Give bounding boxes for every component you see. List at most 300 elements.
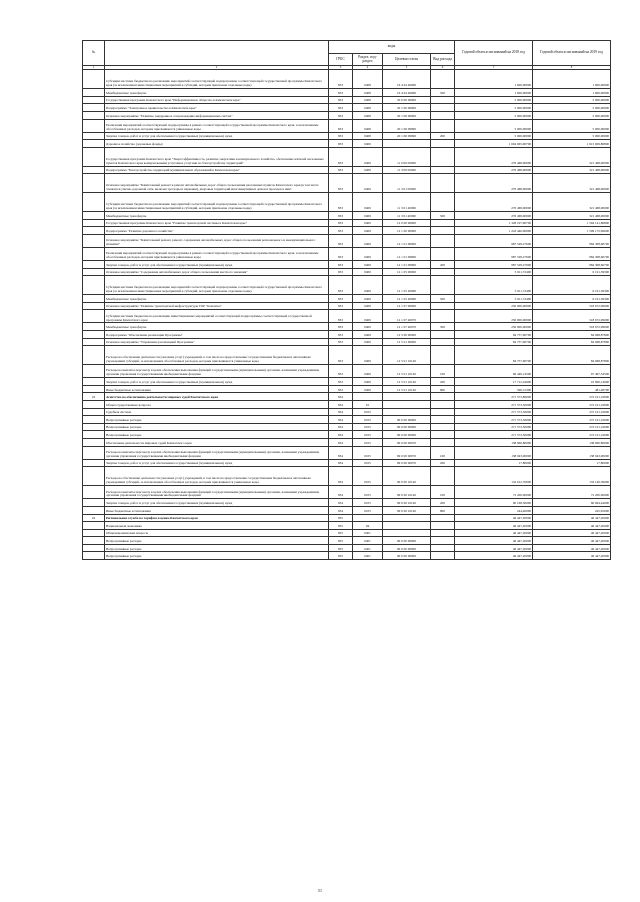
table-row	[83, 346, 611, 365]
row-name: Расходы на обеспечение деятельности (оказание услуг) учреждений, в том числе на предоставление государственным бюджетным и автономным учреждениям субсидий, за исключением обособленных расходов, которым присваиваются уникальные коды	[105, 467, 329, 486]
expense-type-code: 500	[431, 211, 455, 219]
section-code: 0409	[353, 276, 383, 295]
table-row	[83, 147, 611, 166]
expense-type-code	[431, 96, 455, 104]
header-name	[105, 41, 329, 66]
amount-2018: 46 447,20000	[455, 514, 533, 522]
row-name: Субсидии местным бюджетам на реализацию мероприятий соответствующей подпрограммы соответствующей государственной программы Камчатского края (за исключением инвестиционных мероприятий и субсидий, которым присвоены отдельные коды)	[105, 193, 329, 212]
amount-2018: 46 447,20000	[455, 529, 533, 537]
table-row	[83, 166, 611, 174]
target-article-code: 99 0 00 00070	[383, 438, 431, 446]
table-row	[83, 467, 611, 486]
row-number	[83, 174, 105, 193]
expense-type-code	[431, 140, 455, 148]
expense-type-code: 500	[431, 295, 455, 303]
expense-type-code	[431, 119, 455, 132]
section-code: 0409	[353, 166, 383, 174]
row-name: Общеэкономические вопросы	[105, 529, 329, 537]
section-code: 0105	[353, 416, 383, 424]
grbs-code: 833	[329, 295, 353, 303]
expense-type-code	[431, 70, 455, 89]
row-number	[83, 119, 105, 132]
grbs-code: 833	[329, 346, 353, 365]
grbs-code: 834	[329, 506, 353, 514]
section-code: 0408	[353, 119, 383, 132]
amount-2019: 984 308,60700	[533, 247, 611, 260]
section-code: 0409	[353, 295, 383, 303]
section-code: 0409	[353, 174, 383, 193]
expense-type-code	[431, 544, 455, 552]
amount-2019: 984 308,60700	[533, 261, 611, 269]
amount-2018: 1 600,00000	[455, 70, 533, 89]
table-row	[83, 247, 611, 260]
row-number	[83, 416, 105, 424]
target-article-code	[383, 401, 431, 409]
target-article-code: 99 0 00 10140	[383, 486, 431, 499]
grbs-code: 833	[329, 302, 353, 310]
amount-2018: 5 000,00000	[455, 119, 533, 132]
row-number	[83, 431, 105, 439]
row-number	[83, 70, 105, 89]
grbs-code: 833	[329, 166, 353, 174]
amount-2018: 271 573,86000	[455, 393, 533, 401]
section-code: 0409	[353, 385, 383, 393]
table-row	[83, 544, 611, 552]
row-number	[83, 132, 105, 140]
amount-2019: 272 101,19000	[533, 423, 611, 431]
target-article-code: 99 0 00 00000	[383, 423, 431, 431]
section-code	[353, 514, 383, 522]
row-name: Агентство по обеспечению деятельности мировых судей Камчатского края	[105, 393, 329, 401]
amount-2019: 1 594 141,86800	[533, 219, 611, 227]
row-name: Расходы на обеспечение деятельности (оказание услуг) учреждений, в том числе на предоставление государственным бюджетным и автономным учреждениям субсидий, за исключением обособленных расходов, которым присваиваются уникальные коды	[105, 346, 329, 365]
target-article-code: 12 5 01 10140	[383, 378, 431, 386]
grbs-code: 833	[329, 89, 353, 97]
target-article-code: 20 1 06 00000	[383, 111, 431, 119]
section-code: 0401	[353, 552, 383, 560]
target-article-code: 20 1 06 09990	[383, 119, 431, 132]
header-expense-type: Вид расхода	[431, 54, 455, 66]
table-row	[83, 276, 611, 295]
table-row	[83, 268, 611, 276]
amount-2019: 518 672,99000	[533, 323, 611, 331]
row-name: Основное мероприятие "Капитальный ремонт и ремонт автомобильных дорог общего пользования населенных пунктов Камчатского края (в том числе элементов улично-дорожной сети, включая тротуары и парковки), дворовых территорий многоквартирных домов и проездов к ним"	[105, 174, 329, 193]
amount-2018: 46 447,20000	[455, 537, 533, 545]
grbs-code: 833	[329, 96, 353, 104]
row-number	[83, 423, 105, 431]
table-row	[83, 227, 611, 235]
row-name: Национальная экономика	[105, 522, 329, 530]
row-number	[83, 537, 105, 545]
grbs-code: 833	[329, 323, 353, 331]
amount-2019: 84 968,87800	[533, 346, 611, 365]
section-code: 0408	[353, 132, 383, 140]
table-row	[83, 459, 611, 467]
grbs-code: 833	[329, 104, 353, 112]
table-row	[83, 438, 611, 446]
table-row	[83, 537, 611, 545]
row-number: 24	[83, 514, 105, 522]
section-code: 0401	[353, 544, 383, 552]
row-number	[83, 506, 105, 514]
amount-2019: 5 000,00000	[533, 119, 611, 132]
expense-type-code	[431, 331, 455, 339]
amount-2019: 84 968,87800	[533, 331, 611, 339]
row-name: Государственная программа Камчатского края "Энергоэффективность, развитие энергетики и коммунального хозяйства, обеспечение жителей населенных пунктов Камчатского края коммунальными услугами и услугами по благоустройству территорий"	[105, 147, 329, 166]
table-row	[83, 529, 611, 537]
amount-2018: 132 612,70000	[455, 467, 533, 486]
section-code: 0105	[353, 506, 383, 514]
grbs-code: 834	[329, 408, 353, 416]
amount-2018: 5 000,00000	[455, 132, 533, 140]
section-code: 0408	[353, 89, 383, 97]
row-name: Государственная программа Камчатского края "Развитие транспортной системы в Камчатском крае"	[105, 219, 329, 227]
row-name: Непрограммные расходы	[105, 552, 329, 560]
row-name: Иные бюджетные ассигнования	[105, 506, 329, 514]
amount-2018: 84 757,90700	[455, 338, 533, 346]
grbs-code: 834	[329, 459, 353, 467]
grbs-code: 835	[329, 537, 353, 545]
section-code: 0409	[353, 147, 383, 166]
row-number	[83, 446, 105, 459]
row-name: Межбюджетные трансферты	[105, 323, 329, 331]
row-name: Подпрограмма "Электронное правительство в Камчатском крае"	[105, 104, 329, 112]
row-name: Расходы на выплаты персоналу в целях обеспечения выполнения функций государственными (муниципальными) органами, казенными учреждениями, органами управления государственными внебюджетными фондами	[105, 446, 329, 459]
section-code: 0409	[353, 338, 383, 346]
amount-2018: 271 573,50000	[455, 408, 533, 416]
row-number	[83, 544, 105, 552]
row-number	[83, 96, 105, 104]
expense-type-code: 200	[431, 499, 455, 507]
table-row	[83, 446, 611, 459]
amount-2019: 5 000,00000	[533, 111, 611, 119]
row-number	[83, 385, 105, 393]
amount-2019: 17,80000	[533, 459, 611, 467]
row-name: Непрограммные расходы	[105, 431, 329, 439]
expense-type-code	[431, 338, 455, 346]
grbs-code: 833	[329, 227, 353, 235]
row-name: Подпрограмма "Развитие дорожного хозяйства"	[105, 227, 329, 235]
page-number: 51	[318, 888, 322, 893]
row-number	[83, 408, 105, 416]
amount-2019: 5 000,00000	[533, 96, 611, 104]
expense-type-code	[431, 219, 455, 227]
amount-2018: 276 468,00000	[455, 193, 533, 212]
amount-2018: 84 757,90700	[455, 346, 533, 365]
column-index-cell: 3	[329, 66, 353, 70]
amount-2019: 46 447,20000	[533, 537, 611, 545]
amount-2019: 138 960,80000	[533, 438, 611, 446]
row-number	[83, 140, 105, 148]
expense-type-code	[431, 227, 455, 235]
row-name: Подпрограмма "Благоустройство территорий муниципальных образований в Камчатском крае"	[105, 166, 329, 174]
row-name: Иные бюджетные ассигнования	[105, 385, 329, 393]
target-article-code: 12 1 07 40070	[383, 310, 431, 323]
target-article-code	[383, 529, 431, 537]
table-row	[83, 416, 611, 424]
table-row	[83, 295, 611, 303]
expense-type-code	[431, 302, 455, 310]
expense-type-code	[431, 276, 455, 295]
row-name: Закупка товаров, работ и услуг для обеспечения государственных (муниципальных) нужд	[105, 378, 329, 386]
target-article-code: 99 0 00 10140	[383, 499, 431, 507]
table-row	[83, 104, 611, 112]
row-number	[83, 365, 105, 378]
target-article-code: 12 5 01 10140	[383, 346, 431, 365]
row-number	[83, 211, 105, 219]
amount-2018: 276 468,00000	[455, 174, 533, 193]
grbs-code: 833	[329, 338, 353, 346]
amount-2019: 46 447,20000	[533, 514, 611, 522]
row-number	[83, 486, 105, 499]
row-name: Дорожное хозяйство (дорожные фонды)	[105, 140, 329, 148]
amount-2019: 67 497,34500	[533, 365, 611, 378]
amount-2018: 138 943,00000	[455, 446, 533, 459]
amount-2018: 276 468,00000	[455, 147, 533, 166]
header-year-2018: Годовой объем ассигнований на 2018 год	[455, 41, 533, 66]
grbs-code: 833	[329, 119, 353, 132]
amount-2019: 518 672,99000	[533, 302, 611, 310]
section-code: 0401	[353, 529, 383, 537]
grbs-code: 833	[329, 331, 353, 339]
row-number	[83, 323, 105, 331]
grbs-code: 834	[329, 446, 353, 459]
expense-type-code: 800	[431, 385, 455, 393]
amount-2018: 250 000,00000	[455, 310, 533, 323]
grbs-code: 833	[329, 111, 353, 119]
row-number	[83, 529, 105, 537]
table-row	[83, 431, 611, 439]
expense-type-code	[431, 552, 455, 560]
row-number	[83, 89, 105, 97]
row-number: 23	[83, 393, 105, 401]
target-article-code: 12 1 01 09990	[383, 261, 431, 269]
section-code: 01	[353, 401, 383, 409]
expense-type-code	[431, 346, 455, 365]
table-row	[83, 174, 611, 193]
amount-2018: 5 000,00000	[455, 111, 533, 119]
amount-2018: 244,40000	[455, 506, 533, 514]
amount-2019: 60 694,44000	[533, 499, 611, 507]
section-code: 04	[353, 522, 383, 530]
target-article-code: 12 1 05 00000	[383, 268, 431, 276]
target-article-code: 99 0 00 00070	[383, 459, 431, 467]
expense-type-code: 200	[431, 132, 455, 140]
expense-type-code	[431, 438, 455, 446]
expense-type-code	[431, 408, 455, 416]
section-code: 0409	[353, 234, 383, 247]
row-name: Расходы на выплаты персоналу в целях обеспечения выполнения функций государственными (муниципальными) органами, казенными учреждениями, органами управления государственными внебюджетными фондами	[105, 365, 329, 378]
table-row	[83, 323, 611, 331]
amount-2019: 133 140,39000	[533, 467, 611, 486]
target-article-code: 99 0 00 10140	[383, 506, 431, 514]
amount-2019: 984 308,60700	[533, 234, 611, 247]
row-number	[83, 166, 105, 174]
target-article-code: 12 5 00 00000	[383, 331, 431, 339]
amount-2019: 272 101,19000	[533, 431, 611, 439]
amount-2018: 1 328 197,90700	[455, 219, 533, 227]
row-number	[83, 268, 105, 276]
section-code: 0105	[353, 423, 383, 431]
amount-2019: 5 000,00000	[533, 104, 611, 112]
amount-2018: 1 604 665,90700	[455, 140, 533, 148]
expense-type-code	[431, 111, 455, 119]
amount-2019: 321 468,00000	[533, 211, 611, 219]
row-name: Государственная программа Камчатского края "Информационное общество в Камчатском крае"	[105, 96, 329, 104]
expense-type-code: 200	[431, 261, 455, 269]
section-code: 0409	[353, 365, 383, 378]
target-article-code: 12 1 00 00000	[383, 227, 431, 235]
expense-type-code: 200	[431, 378, 455, 386]
row-number	[83, 295, 105, 303]
table-row	[83, 486, 611, 499]
grbs-code: 833	[329, 211, 353, 219]
target-article-code: 11 3 00 00000	[383, 166, 431, 174]
target-article-code: 11 3 01 40060	[383, 193, 431, 212]
amount-2019: 245,95000	[533, 506, 611, 514]
row-name: Субсидии местным бюджетам на реализацию мероприятий соответствующей подпрограммы соответствующей государственной программы Камчатского края (за исключением инвестиционных мероприятий и субсидий, которым присвоены отдельные коды)	[105, 70, 329, 89]
target-article-code	[383, 140, 431, 148]
table-row	[83, 401, 611, 409]
target-article-code: 20 1 06 09990	[383, 132, 431, 140]
amount-2018: 987 528,27600	[455, 247, 533, 260]
row-number	[83, 247, 105, 260]
grbs-code: 833	[329, 261, 353, 269]
amount-2019: 321 468,00000	[533, 147, 611, 166]
target-article-code: 16 4 04 40060	[383, 70, 431, 89]
column-index-cell: 1	[83, 66, 105, 70]
row-number	[83, 438, 105, 446]
amount-2018: 72 200,00000	[455, 486, 533, 499]
amount-2019: 1 600,00000	[533, 70, 611, 89]
section-code: 0408	[353, 111, 383, 119]
header-no: №	[83, 41, 105, 66]
expense-type-code: 100	[431, 365, 455, 378]
table-row	[83, 96, 611, 104]
amount-2019: 272 101,19000	[533, 401, 611, 409]
expense-type-code	[431, 193, 455, 212]
table-row	[83, 193, 611, 212]
row-number	[83, 459, 105, 467]
column-index-cell: 7	[455, 66, 533, 70]
table-row	[83, 219, 611, 227]
row-name: Реализация мероприятий соответствующей подпрограммы в рамках соответствующей государственной программы Камчатского края, за исключением обособленных расходов, которым присваиваются уникальные коды	[105, 119, 329, 132]
amount-2018: 5 911,72400	[455, 295, 533, 303]
column-index-cell: 6	[431, 66, 455, 70]
section-code: 0401	[353, 537, 383, 545]
table-row	[83, 522, 611, 530]
row-number	[83, 310, 105, 323]
row-name: Закупка товаров, работ и услуг для обеспечения государственных (муниципальных) нужд	[105, 459, 329, 467]
expense-type-code	[431, 529, 455, 537]
row-name: Основное мероприятие "Развитие транспортной инфраструктуры ТОР "Камчатка"	[105, 302, 329, 310]
amount-2019: 321 468,00000	[533, 193, 611, 212]
section-code: 0408	[353, 70, 383, 89]
row-name: Закупка товаров, работ и услуг для обеспечения государственных (муниципальных) нужд	[105, 499, 329, 507]
table-row	[83, 211, 611, 219]
section-code: 0409	[353, 268, 383, 276]
grbs-code: 833	[329, 247, 353, 260]
grbs-code: 835	[329, 522, 353, 530]
section-code: 0409	[353, 247, 383, 260]
expense-type-code	[431, 268, 455, 276]
table-row	[83, 234, 611, 247]
amount-2018: 5 000,00000	[455, 104, 533, 112]
row-name: Субсидии местным бюджетам на реализацию мероприятий соответствующей подпрограммы соответствующей государственной программы Камчатского края (за исключением инвестиционных мероприятий и субсидий, которым присвоены отдельные коды)	[105, 276, 329, 295]
table-row	[83, 408, 611, 416]
row-name: Закупка товаров, работ и услуг для обеспечения государственных (муниципальных) нужд	[105, 132, 329, 140]
amount-2019: 1 915 609,86800	[533, 140, 611, 148]
section-code: 0409	[353, 310, 383, 323]
row-name: Основное мероприятие "Управление реализацией Программы"	[105, 338, 329, 346]
grbs-code: 833	[329, 234, 353, 247]
section-code: 0105	[353, 431, 383, 439]
target-article-code: 12 5 01 00000	[383, 338, 431, 346]
grbs-code: 834	[329, 416, 353, 424]
target-article-code: 99 0 00 00070	[383, 446, 431, 459]
amount-2019: 272 101,19000	[533, 408, 611, 416]
target-article-code: 20 0 00 00000	[383, 96, 431, 104]
amount-2019: 16 990,14600	[533, 378, 611, 386]
expense-type-code	[431, 514, 455, 522]
amount-2018: 5 000,00000	[455, 96, 533, 104]
table-row	[83, 338, 611, 346]
expense-type-code: 500	[431, 323, 455, 331]
expense-type-code	[431, 393, 455, 401]
expense-type-code: 100	[431, 486, 455, 499]
table-row	[83, 119, 611, 132]
table-row	[83, 499, 611, 507]
row-number	[83, 401, 105, 409]
target-article-code: 12 1 05 40060	[383, 295, 431, 303]
target-article-code: 99 0 00 00000	[383, 431, 431, 439]
amount-2019: 6 191,39300	[533, 276, 611, 295]
amount-2018: 5 911,72400	[455, 268, 533, 276]
row-number	[83, 522, 105, 530]
target-article-code: 12 0 00 00000	[383, 219, 431, 227]
expense-type-code: 100	[431, 446, 455, 459]
amount-2019: 321 468,00000	[533, 174, 611, 193]
row-number	[83, 276, 105, 295]
table-row	[83, 331, 611, 339]
header-target-article: Целевая статья	[383, 54, 431, 66]
column-index-cell: 2	[105, 66, 329, 70]
expense-type-code: 500	[431, 89, 455, 97]
header-section: Раздел, под-раздел	[353, 54, 383, 66]
section-code: 0409	[353, 193, 383, 212]
budget-table	[82, 40, 611, 560]
row-number	[83, 499, 105, 507]
section-code: 0409	[353, 261, 383, 269]
expense-type-code	[431, 416, 455, 424]
row-number	[83, 331, 105, 339]
table-row	[83, 310, 611, 323]
amount-2018: 276 468,00000	[455, 166, 533, 174]
table-row	[83, 111, 611, 119]
target-article-code: 99 0 00 00000	[383, 537, 431, 545]
row-number	[83, 467, 105, 486]
amount-2018: 46 447,20000	[455, 522, 533, 530]
target-article-code: 12 5 01 10140	[383, 385, 431, 393]
target-article-code	[383, 514, 431, 522]
row-name: Судебная система	[105, 408, 329, 416]
row-number	[83, 261, 105, 269]
expense-type-code	[431, 247, 455, 260]
target-article-code: 11 3 01 00000	[383, 174, 431, 193]
amount-2018: 60 168,30000	[455, 499, 533, 507]
amount-2019: 46 447,20000	[533, 552, 611, 560]
target-article-code: 11 3 01 40060	[383, 211, 431, 219]
